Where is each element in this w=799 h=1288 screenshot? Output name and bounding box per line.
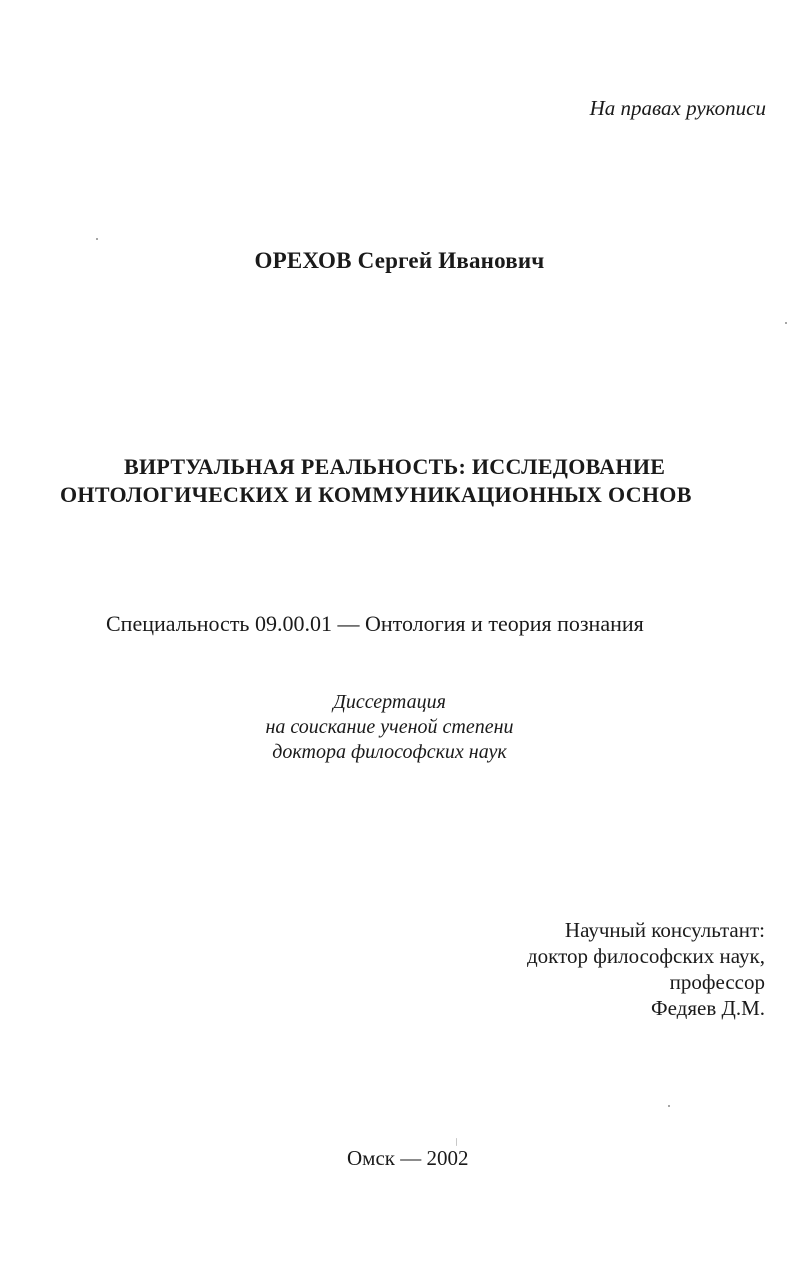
- scan-speck: [456, 1138, 457, 1146]
- degree-name: доктора философских наук: [272, 741, 507, 763]
- author-name: ОРЕХОВ Сергей Иванович: [254, 248, 545, 273]
- specialty-line: Специальность 09.00.01 — Онтология и теория познания: [106, 611, 644, 636]
- consultant-degree: доктор философских наук,: [527, 944, 765, 968]
- consultant-name: Федяев Д.М.: [651, 996, 765, 1020]
- dissertation-label: Диссертация: [333, 691, 446, 713]
- degree-purpose: на соискание ученой степени: [265, 716, 514, 738]
- scan-speck: [96, 238, 98, 240]
- consultant-title: профессор: [669, 970, 765, 994]
- scan-speck: [668, 1105, 670, 1107]
- consultant-label: Научный консультант:: [564, 918, 765, 942]
- city-and-year: Омск — 2002: [347, 1146, 469, 1170]
- thesis-title-line-1: ВИРТУАЛЬНАЯ РЕАЛЬНОСТЬ: ИССЛЕДОВАНИЕ: [124, 454, 666, 479]
- scan-speck: [785, 322, 787, 324]
- manuscript-rights-note: На правах рукописи: [589, 96, 766, 120]
- thesis-title-line-2: ОНТОЛОГИЧЕСКИХ И КОММУНИКАЦИОННЫХ ОСНОВ: [60, 482, 692, 507]
